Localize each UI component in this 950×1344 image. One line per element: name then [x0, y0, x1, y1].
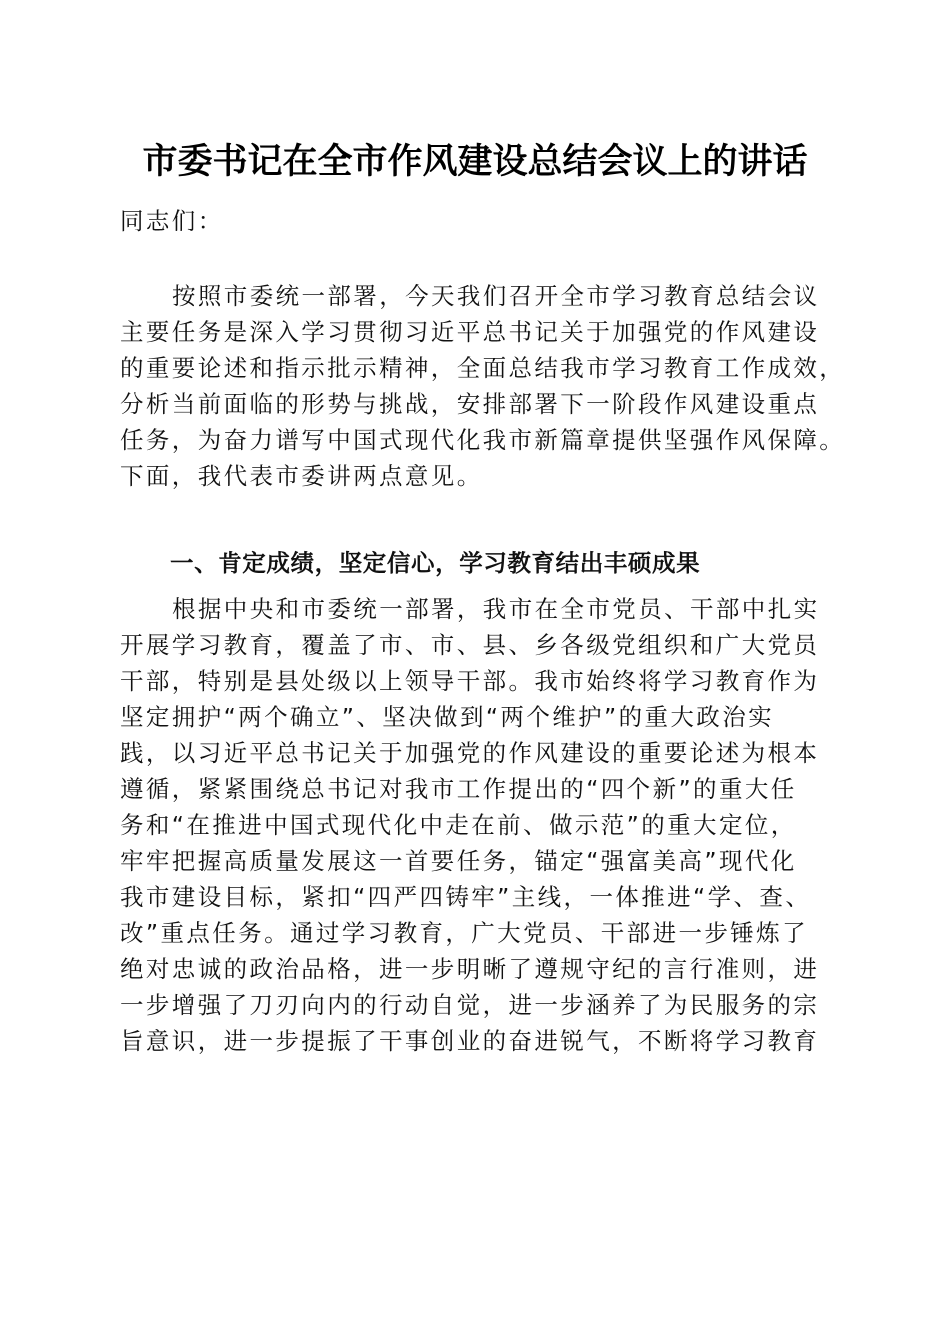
paragraph-line: 下面，我代表市委讲两点意见。 — [120, 462, 483, 490]
paragraph-line: 主要任务是深入学习贯彻习近平总书记关于加强党的作风建设 — [120, 318, 820, 346]
paragraph-line: 坚定拥护“两个确立”、坚决做到“两个维护”的重大政治实 — [120, 703, 774, 731]
paragraph-line: 践，以习近平总书记关于加强党的作风建设的重要论述为根本 — [120, 739, 820, 767]
section-heading — [170, 545, 890, 581]
paragraph-line: 旨意识，进一步提振了干事创业的奋进锐气，不断将学习教育 — [120, 1027, 820, 1055]
paragraph-line: 按照市委统一部署，今天我们召开全市学习教育总结会议 — [172, 282, 820, 310]
salutation-text: 同志们： — [120, 207, 224, 235]
salutation — [120, 203, 840, 239]
paragraph-opening — [120, 278, 846, 494]
paragraph-achievements — [120, 591, 840, 1059]
paragraph-line: 务和“在推进中国式现代化中走在前、做示范”的重大定位， — [120, 811, 797, 839]
paragraph-line: 一步增强了刀刃向内的行动自觉，进一步涵养了为民服务的宗 — [120, 991, 820, 1019]
paragraph-line: 开展学习教育，覆盖了市、市、县、乡各级党组织和广大党员 — [120, 631, 820, 659]
section-heading-text: 一、肯定成绩，坚定信心，学习教育结出丰硕成果 — [170, 549, 701, 577]
paragraph-line: 绝对忠诚的政治品格，进一步明晰了遵规守纪的言行准则，进 — [120, 955, 820, 983]
document-title: 市委书记在全市作风建设总结会议上的讲话 — [142, 141, 808, 182]
paragraph-line: 根据中央和市委统一部署，我市在全市党员、干部中扎实 — [172, 595, 820, 623]
paragraph-line: 遵循，紧紧围绕总书记对我市工作提出的“四个新”的重大任 — [120, 775, 797, 803]
paragraph-line: 我市建设目标，紧扣“四严四铸牢”主线，一体推进“学、查、 — [120, 883, 812, 911]
paragraph-line: 改”重点任务。通过学习教育，广大党员、干部进一步锤炼了 — [120, 919, 808, 947]
paragraph-line: 的重要论述和指示批示精神，全面总结我市学习教育工作成效， — [120, 354, 846, 382]
paragraph-line: 分析当前面临的形势与挑战，安排部署下一阶段作风建设重点 — [120, 390, 820, 418]
paragraph-line: 干部，特别是县处级以上领导干部。我市始终将学习教育作为 — [120, 667, 820, 695]
paragraph-line: 任务，为奋力谱写中国式现代化我市新篇章提供坚强作风保障。 — [120, 426, 846, 454]
paragraph-line: 牢牢把握高质量发展这一首要任务，锚定“强富美高”现代化 — [120, 847, 797, 875]
